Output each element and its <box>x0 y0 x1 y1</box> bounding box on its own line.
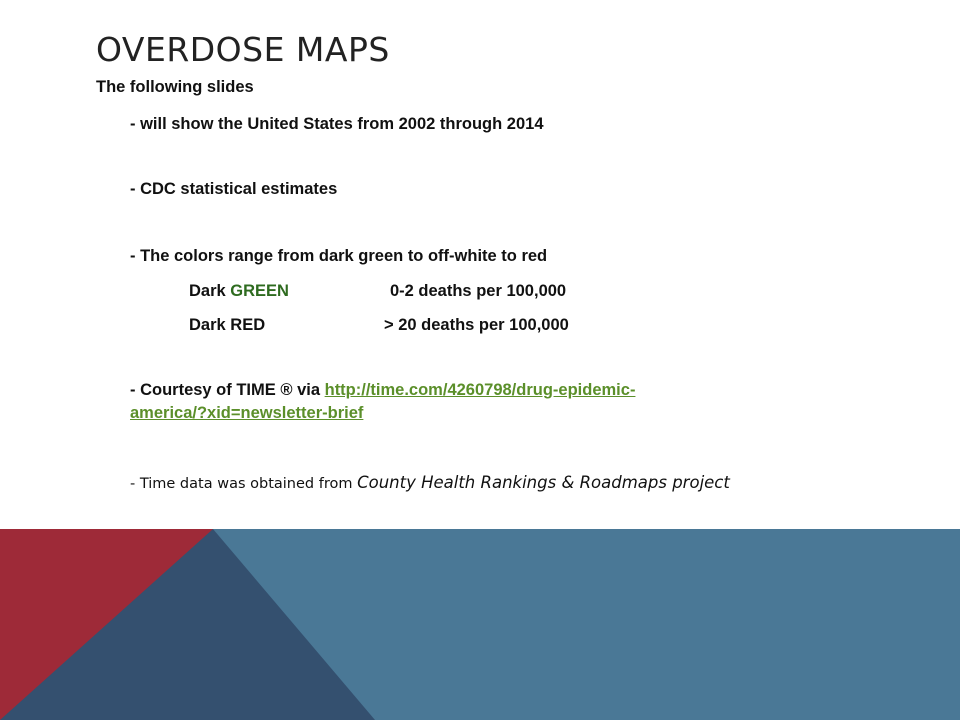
legend-green-row <box>189 282 689 301</box>
courtesy-line <box>130 381 635 400</box>
time-article-link[interactable]: http://time.com/4260798/drug-epidemic- <box>324 381 636 399</box>
slide-title: OVERDOSE MAPS <box>96 30 390 69</box>
source-prefix: - Time data was obtained from <box>130 476 358 492</box>
source-project: County Health Rankings & Roadmaps project <box>357 473 730 492</box>
bullet-colors: - The colors range from dark green to off-white to red <box>130 247 548 265</box>
courtesy-line-2 <box>130 404 363 423</box>
legend-green-prefix: Dark <box>189 282 231 300</box>
legend-red-value: > 20 deaths per 100,000 <box>384 316 569 334</box>
courtesy-prefix: - Courtesy of TIME ® via <box>130 381 325 399</box>
legend-green-value: 0-2 deaths per 100,000 <box>390 282 567 300</box>
source-line <box>130 473 730 493</box>
legend-red-label: Dark RED <box>189 316 266 334</box>
legend-red-row <box>189 316 689 335</box>
footer-decoration <box>0 529 960 720</box>
bullet-years: - will show the United States from 2002 through 2014 <box>130 115 544 133</box>
bullet-cdc: - CDC statistical estimates <box>130 180 338 198</box>
time-article-link-continued[interactable]: america/?xid=newsletter-brief <box>130 404 364 422</box>
intro-text: The following slides <box>96 78 254 96</box>
legend-green-word: GREEN <box>230 282 289 300</box>
